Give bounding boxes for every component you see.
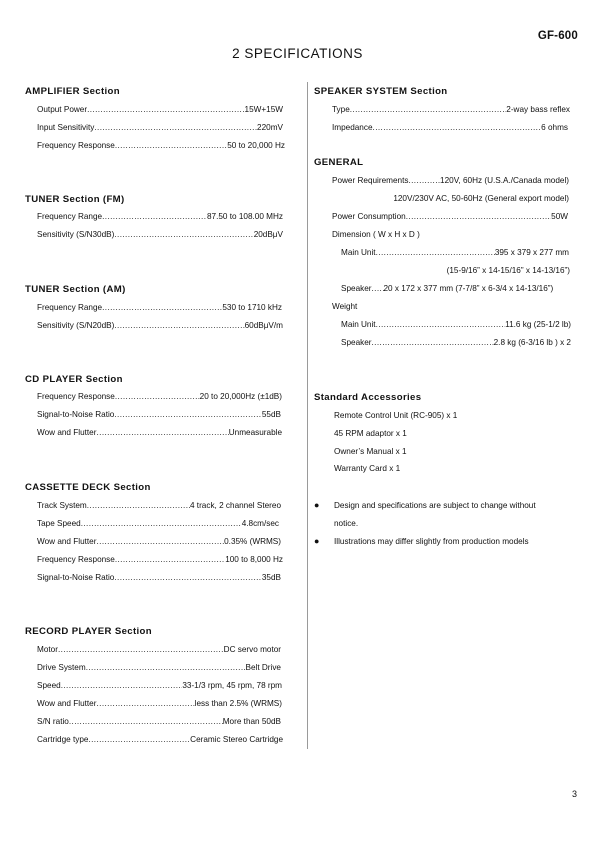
spec-row: Tape Speed ..... 4.8cm/sec xyxy=(37,519,279,528)
page-number: 3 xyxy=(571,789,577,799)
spec-row: Wow and Flutter ..... Unmeasurable xyxy=(37,428,282,437)
tuner-fm-heading: TUNER Section (FM) xyxy=(25,194,125,205)
spec-row: Signal-to-Noise Ratio ..... 35dB xyxy=(37,573,281,582)
column-divider xyxy=(307,82,308,749)
spec-row: Input Sensitivity ..... 220mV xyxy=(37,123,283,132)
spec-row: Power Requirements ..... 120V, 60Hz (U.S.A./Canada model) xyxy=(332,176,569,185)
cassette-heading: CASSETTE DECK Section xyxy=(25,482,151,493)
spec-row: Cartridge type ..... Ceramic Stereo Cartridge xyxy=(37,735,283,744)
spec-row: Frequency Range ..... 87.50 to 108.00 MHz xyxy=(37,212,283,221)
spec-row: Type ..... 2-way bass reflex xyxy=(332,105,570,114)
accessory-item: 45 RPM adaptor x 1 xyxy=(334,429,407,438)
spec-row: Frequency Response ..... 50 to 20,000 Hz xyxy=(37,141,285,150)
spec-label: Dimension ( W x H x D ) xyxy=(332,230,420,239)
amplifier-heading: AMPLIFIER Section xyxy=(25,86,120,97)
accessory-item: Warranty Card x 1 xyxy=(334,464,401,473)
spec-label: Weight xyxy=(332,302,358,311)
bullet-icon: ● xyxy=(314,536,320,546)
accessories-heading: Standard Accessories xyxy=(314,392,422,403)
bullet-icon: ● xyxy=(314,500,320,510)
note-text: Design and specifications are subject to change without xyxy=(334,501,536,510)
spec-row: Main Unit ..... 395 x 379 x 277 mm xyxy=(341,248,569,257)
spec-value-continued: (15-9/16” x 14-15/16” x 14-13/16”) xyxy=(446,266,570,275)
spec-row: Speaker ..... 2.8 kg (6-3/16 lb ) x 2 xyxy=(341,338,571,347)
spec-row: Main Unit ..... 11.6 kg (25-1/2 lb) xyxy=(341,320,571,329)
spec-row: Frequency Response ..... 100 to 8,000 Hz xyxy=(37,555,283,564)
note-text: notice. xyxy=(334,519,359,528)
spec-row: Sensitivity (S/N30dB) ..... 20dBμV xyxy=(37,230,283,239)
spec-row: Output Power ..... 15W+15W xyxy=(37,105,283,114)
spec-row: S/N ratio ..... More than 50dB xyxy=(37,717,281,726)
spec-row: Speed ..... 33-1/3 rpm, 45 rpm, 78 rpm xyxy=(37,681,282,690)
spec-row: Motor ..... DC servo motor xyxy=(37,645,281,654)
spec-row: Sensitivity (S/N20dB) ..... 60dBμV/m xyxy=(37,321,283,330)
spec-row: Power Consumption ..... 50W xyxy=(332,212,568,221)
note-text: Illustrations may differ slightly from production models xyxy=(334,537,529,546)
speaker-system-heading: SPEAKER SYSTEM Section xyxy=(314,86,448,97)
spec-row: Wow and Flutter ..... 0.35% (WRMS) xyxy=(37,537,281,546)
general-heading: GENERAL xyxy=(314,157,364,168)
spec-row: Track System ..... 4 track, 2 channel Stereo xyxy=(37,501,281,510)
spec-row: Speaker ..... 20 x 172 x 377 mm (7-7/8” x 6-3/4 x 14-13/16”) xyxy=(341,284,571,293)
spec-row: Wow and Flutter ..... less than 2.5% (WRMS) xyxy=(37,699,282,708)
accessory-item: Remote Control Unit (RC-905) x 1 xyxy=(334,411,458,420)
tuner-am-heading: TUNER Section (AM) xyxy=(25,284,126,295)
spec-value-continued: 120V/230V AC, 50-60Hz (General export model) xyxy=(393,194,569,203)
spec-row: Frequency Range ..... 530 to 1710 kHz xyxy=(37,303,282,312)
spec-row: Drive System ..... Belt Drive xyxy=(37,663,281,672)
spec-row: Signal-to-Noise Ratio ..... 55dB xyxy=(37,410,281,419)
model-number: GF-600 xyxy=(537,30,578,42)
record-player-heading: RECORD PLAYER Section xyxy=(25,626,152,637)
spec-row: Frequency Response ..... 20 to 20,000Hz (±1dB) xyxy=(37,392,282,401)
spec-row: Impedance ..... 6 ohms xyxy=(332,123,568,132)
accessory-item: Owner’s Manual x 1 xyxy=(334,447,407,456)
page-title: 2 SPECIFICATIONS xyxy=(232,46,363,61)
cd-player-heading: CD PLAYER Section xyxy=(25,374,123,385)
